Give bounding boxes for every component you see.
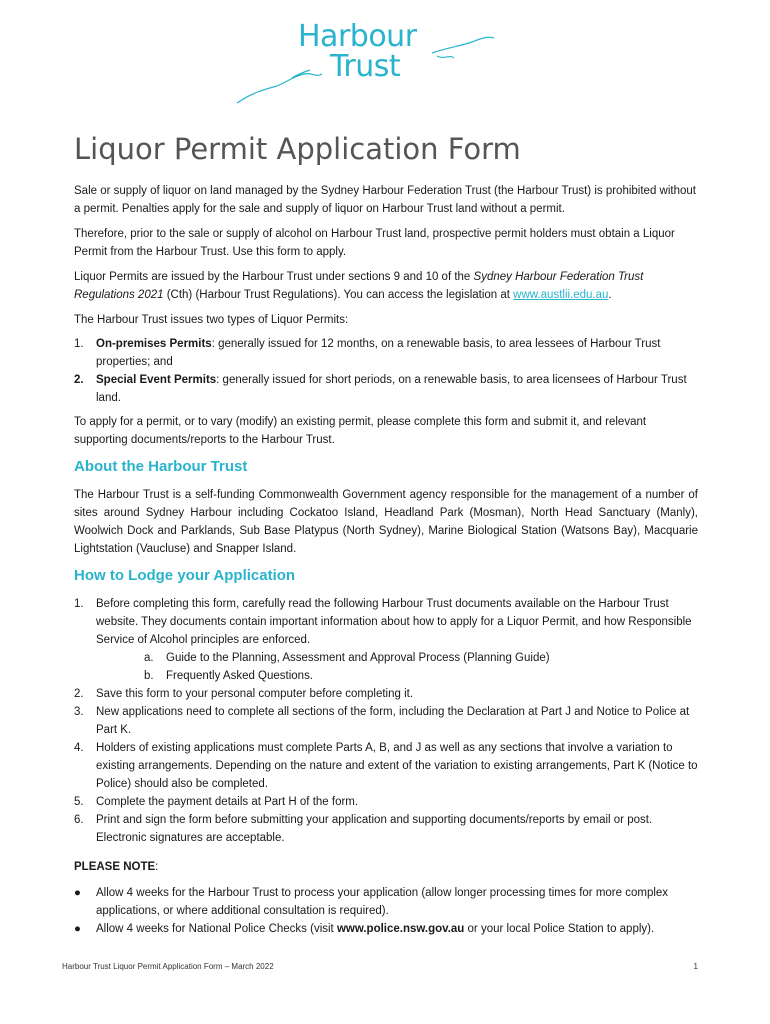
- list-item: [74, 920, 698, 938]
- note-colon: :: [155, 861, 159, 873]
- step-text: Print and sign the form before submitting your application and supporting documents/reports by email or post. Electronic signatures are acceptable.: [96, 814, 653, 844]
- step-text: Before completing this form, carefully read the following Harbour Trust documents available on the Harbour Trust website. They documents contain important information about how to apply for a Liquor Permit, and how Responsible Service of Alcohol principles are enforced.: [96, 598, 692, 646]
- sub-list-item: [74, 649, 698, 667]
- permit-type-name: Special Event Permits: [96, 374, 217, 386]
- intro-paragraph-2: Therefore, prior to the sale or supply of alcohol on Harbour Trust land, prospective permit holders must obtain a Liquor Permit from the Harbour Trust. Use this form to apply.: [74, 228, 675, 258]
- apply-paragraph: To apply for a permit, or to vary (modify) an existing permit, please complete this form and submit it, and relevant supporting documents/reports to the Harbour Trust.: [74, 416, 647, 446]
- lodge-heading: How to Lodge your Application: [74, 567, 296, 584]
- list-item: [74, 884, 698, 920]
- about-paragraph: The Harbour Trust is a self-funding Commonwealth Government agency responsible for the management of a number of sites around Sydney Harbour including Cockatoo Island, Headland Park (Mosman), North Head Sanctuary (Manly), Woolwich Dock and Parklands, Sub Base Platypus (North Sydney), Marine Biological Station (Watsons Bay), Macquarie Lightstation (Vaucluse) and Snapper Island.: [74, 489, 698, 555]
- austlii-link[interactable]: www.austlii.edu.au: [513, 289, 609, 301]
- page-title: Liquor Permit Application Form: [74, 132, 521, 166]
- list-item: [74, 371, 698, 407]
- bullet-icon: ●: [74, 887, 81, 899]
- list-number: 5.: [74, 796, 84, 808]
- sub-list-letter: b.: [144, 670, 154, 682]
- bullet-icon: ●: [74, 923, 81, 935]
- note-bullets: [74, 884, 698, 938]
- step-text: Save this form to your personal computer before completing it.: [96, 688, 414, 700]
- regulations-title: Sydney Harbour Federation Trust Regulations 2021: [74, 271, 644, 301]
- permit-type-desc: : generally issued for 12 months, on a renewable basis, to area lessees of Harbour Trust properties; and: [96, 338, 661, 368]
- list-number: 2.: [74, 374, 84, 386]
- list-number: 6.: [74, 814, 84, 826]
- list-item: [74, 335, 698, 371]
- permit-type-name: On-premises Permits: [96, 338, 212, 350]
- harbour-trust-logo: [232, 18, 502, 108]
- please-note-heading: [74, 858, 698, 876]
- logo-line2: Trust: [330, 49, 401, 84]
- sub-item-text: Guide to the Planning, Assessment and Approval Process (Planning Guide): [166, 652, 550, 664]
- bullet-text: Allow 4 weeks for the Harbour Trust to process your application (allow longer processing times for more complex applications, or where additional consultation is required).: [96, 887, 669, 917]
- sub-list-item: [74, 667, 698, 685]
- list-number: 1.: [74, 338, 84, 350]
- intro-paragraph-1: Sale or supply of liquor on land managed by the Sydney Harbour Federation Trust (the Harbour Trust) is prohibited without a permit. Penalties apply for the sale and supply of liquor on Harbour Trust land without a permit.: [74, 185, 696, 215]
- footer-doc-title: Harbour Trust Liquor Permit Application Form – March 2022: [62, 962, 274, 971]
- legislation-paragraph: [74, 268, 698, 304]
- list-item: [74, 685, 698, 703]
- step-text: Complete the payment details at Part H of the form.: [96, 796, 359, 808]
- list-number: 1.: [74, 598, 84, 610]
- list-item: [74, 793, 698, 811]
- legislation-text-post: (Cth) (Harbour Trust Regulations). You can access the legislation at: [163, 289, 514, 301]
- legislation-text-end: .: [608, 289, 612, 301]
- list-item: [74, 703, 698, 739]
- list-item: [74, 595, 698, 649]
- types-intro: The Harbour Trust issues two types of Liquor Permits:: [74, 314, 349, 326]
- step-text: Holders of existing applications must complete Parts A, B, and J as well as any sections that involve a variation to existing arrangements. Depending on the nature and extent of the variation to existing arrangements, Part K (Notice to Police) should also be completed.: [96, 742, 698, 790]
- about-heading: About the Harbour Trust: [74, 458, 248, 475]
- permit-type-desc: : generally issued for short periods, on a renewable basis, to area licensees of Harbour Trust land.: [96, 374, 687, 404]
- bullet-text-pre: Allow 4 weeks for National Police Checks (visit: [96, 923, 337, 935]
- list-number: 4.: [74, 742, 84, 754]
- list-item: [74, 811, 698, 847]
- note-heading-text: PLEASE NOTE: [74, 861, 156, 873]
- sub-item-text: Frequently Asked Questions.: [166, 670, 314, 682]
- bullet-text-post: or your local Police Station to apply).: [464, 923, 655, 935]
- sub-list-letter: a.: [144, 652, 154, 664]
- step-text: New applications need to complete all sections of the form, including the Declaration at Part J and Notice to Police at Part K.: [96, 706, 690, 736]
- lodge-steps-list: [74, 595, 698, 847]
- page-number: 1: [693, 962, 698, 971]
- permit-types-list: [74, 335, 698, 407]
- list-item: [74, 739, 698, 793]
- legislation-text-pre: Liquor Permits are issued by the Harbour Trust under sections 9 and 10 of the: [74, 271, 474, 283]
- police-website: www.police.nsw.gov.au: [336, 923, 465, 935]
- list-number: 2.: [74, 688, 84, 700]
- list-number: 3.: [74, 706, 84, 718]
- logo-line1: Harbour: [298, 19, 417, 54]
- page-footer: [62, 962, 698, 971]
